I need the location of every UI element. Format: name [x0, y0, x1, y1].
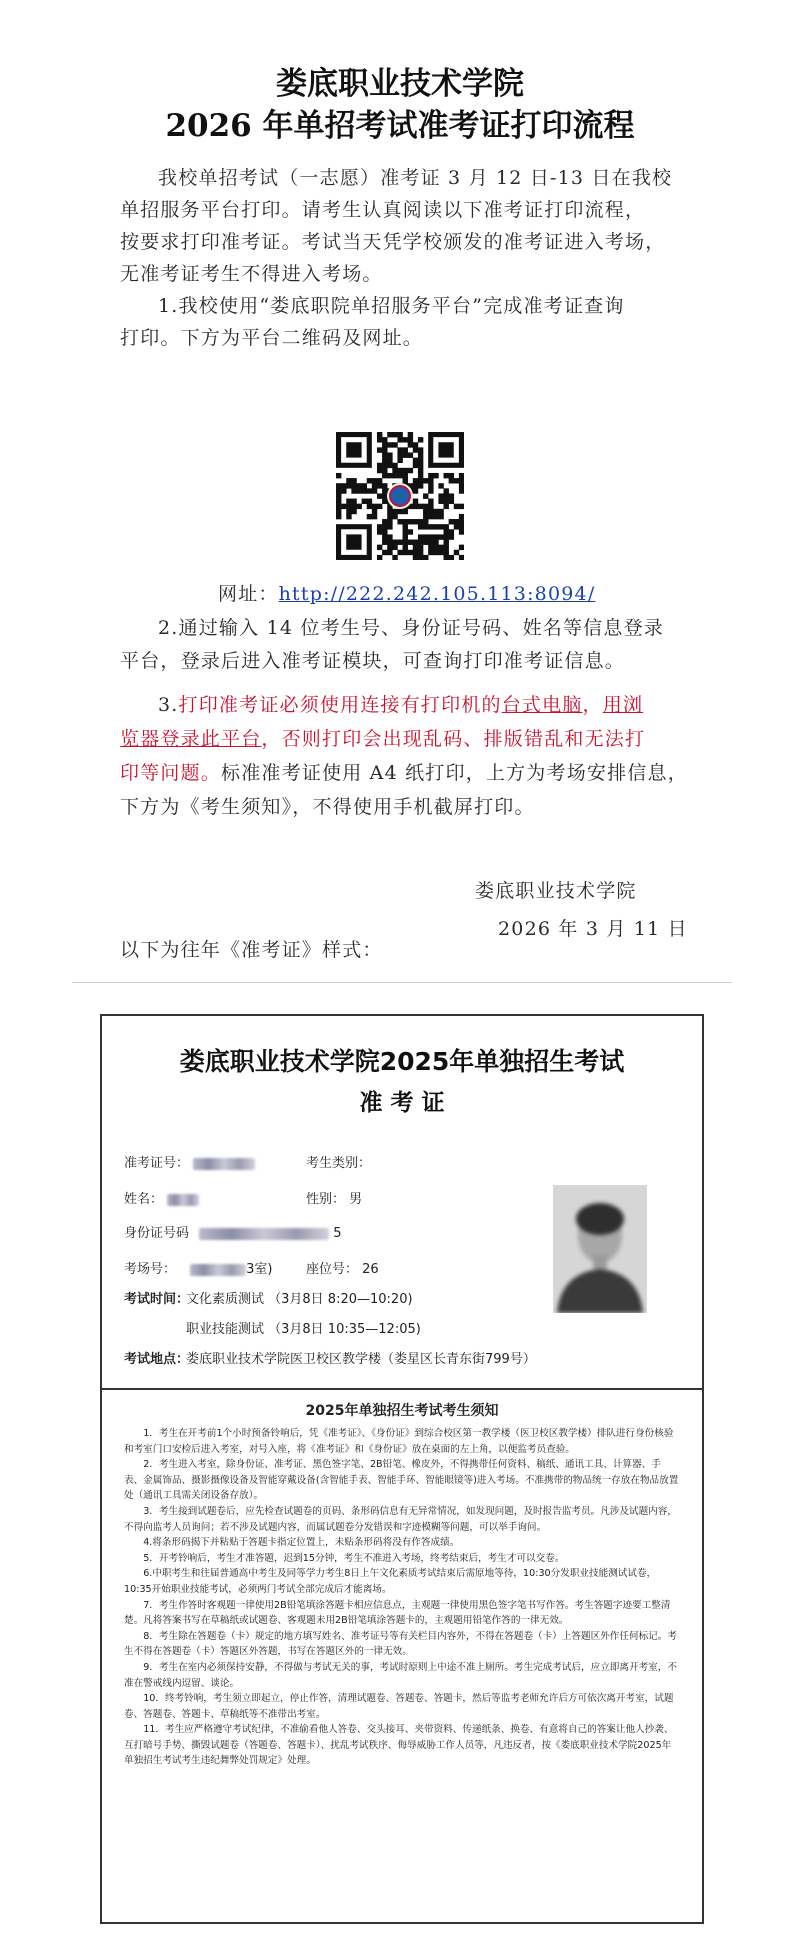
time-skills: 职业技能测试 （3月8日 10:35—12:05): [186, 1322, 421, 1337]
redacted-id-number: [199, 1228, 329, 1240]
desktop-pc-emphasis: 台式电脑: [501, 694, 583, 716]
id-label: 身份证号码: [124, 1226, 190, 1241]
time-label: 考试时间：: [124, 1292, 190, 1307]
redacted-name: [167, 1194, 199, 1206]
ticket-title: 娄底职业技术学院2025年单独招生考试: [179, 1047, 625, 1076]
time-culture: 文化素质测试 （3月8日 8:20—10:20): [186, 1292, 413, 1307]
rule-item: 7．考生作答时客观题一律使用2B铅笔填涂答题卡相应信息点，主观题一律使用黑色签字笔书写作答。考生答题字迹要工整清楚。凡将答案书写在草稿纸或试题卷、客观题未用2B铅笔填涂答题卡的，主观题用铅笔作答的一律无效。: [124, 1599, 671, 1627]
url-label: 网址：: [218, 583, 279, 605]
category-label: 考生类别：: [306, 1156, 372, 1171]
intro-line: 我校单招考试（一志愿）准考证 3 月 12 日-13 日在我校: [158, 167, 673, 189]
step3-warning-end: 印等问题。: [120, 762, 222, 784]
browser-emphasis-cont: 览器登录此平台: [120, 728, 262, 750]
exam-no-label: 准考证号：: [124, 1156, 190, 1171]
step3-warning-cont: ，否则打印会出现乱码、排版错乱和无法打: [261, 728, 646, 750]
rule-item: 2．考生进入考室，除身份证、准考证、黑色签字笔、2B铅笔、橡皮外，不得携带任何资料、稿纸、通讯工具、计算器、手表、金属饰品、摄影摄像设备及智能穿戴设备(含智能手表、智能手环、智能眼镜等)进入考场。不准携带的物品统一存放在物品放置处（通讯工具需关闭设备存放）。: [124, 1459, 679, 1502]
id-tail: 5: [333, 1226, 342, 1241]
rule-item: 6.中职考生和往届普通高中考生及同等学力考生8日上午文化素质考试结束后需原地等待，10:30分发职业技能测试试卷，10:35开始职业技能考试，必须两门考试全部完成后才能离场。: [124, 1568, 657, 1595]
platform-url-link[interactable]: http://222.242.105.113:8094/: [278, 583, 596, 605]
place-label: 考试地点：: [124, 1352, 190, 1367]
platform-qr-code[interactable]: [336, 432, 464, 560]
step3-line1: [158, 690, 643, 717]
seat-value: 26: [362, 1262, 379, 1277]
ticket-divider: [102, 1388, 702, 1390]
step3-warning: 打印准考证必须使用连接有打印机的: [178, 694, 502, 716]
rule-item: 1．考生在开考前1个小时预备铃响后，凭《准考证》、《身份证》到综合校区第一教学楼（医卫校区教学楼）排队进行身份核验和考室门口安检后进入考室，对号入座，将《准考证》和《身份证》放在桌面的左上角，以便监考员查验。: [124, 1428, 674, 1455]
section-divider: [72, 982, 732, 983]
rule-item: 8．考生除在答题卷（卡）规定的地方填写姓名、准考证号等有关栏目内容外，不得在答题卷（卡）上答题区外作任何标记。考生不得在答题卷（卡）答题区外答题，书写在答题区外的一律无效。: [124, 1630, 677, 1658]
step3-line4: 下方为《考生须知》，不得使用手机截屏打印。: [120, 796, 535, 818]
rule-item: 5．开考铃响后，考生才准答题，迟到15分钟，考生不准进入考场，终考结束后，考生才可以交卷。: [143, 1552, 565, 1564]
ticket-subtitle: 准 考 证: [359, 1090, 445, 1116]
step3-comma: ，: [582, 694, 603, 716]
step3-line2: [120, 724, 645, 751]
step3-a4-note: 标准准考证使用 A4 纸打印，上方为考场安排信息，: [221, 762, 688, 784]
redacted-room: [190, 1264, 246, 1276]
intro-line: 无准考证考生不得进入考场。: [120, 263, 383, 285]
step1-line: 打印。下方为平台二维码及网址。: [120, 327, 424, 349]
redacted-exam-no: [193, 1158, 255, 1170]
step2-line: 2.通过输入 14 位考生号、身份证号码、姓名等信息登录: [158, 617, 664, 639]
step3-line3: [120, 758, 688, 785]
sample-caption: 以下为往年《准考证》样式：: [120, 939, 383, 961]
browser-emphasis: 用浏: [602, 694, 644, 716]
candidate-photo: [553, 1185, 647, 1313]
rule-item: 3．考生接到试题卷后，应先检查试题卷的页码、条形码信息有无异常情况，如发现问题，及时报告监考员。凡涉及试题内容，不得向监考人员询问；若不涉及试题内容，而属试题卷分发错误和字迹模糊等问题，可以举手询问。: [124, 1505, 677, 1533]
admission-ticket-sample: [100, 1014, 704, 1924]
rule-item: 9．考生在室内必须保持安静，不得做与考试无关的事，考试时原则上中途不准上厕所。考生完成考试后，应立即离开考室，不准在警戒线内逗留、谈论。: [124, 1661, 677, 1689]
seat-label: 座位号：: [306, 1262, 359, 1277]
signature-date: 2026 年 3 月 11 日: [498, 918, 688, 940]
rules-title: 2025年单独招生考试考生须知: [305, 1403, 499, 1419]
room-tail: 3室): [246, 1262, 273, 1277]
gender-label: 性别：: [306, 1192, 346, 1207]
page-title-line2: 2026 年单招考试准考证打印流程: [165, 108, 635, 144]
rules-list: [124, 1426, 680, 1769]
gender-value: 男: [349, 1192, 363, 1207]
name-label: 姓名：: [124, 1192, 164, 1207]
page-title-line1: 娄底职业技术学院: [276, 66, 524, 102]
room-label: 考场号：: [124, 1262, 177, 1277]
rule-item: 10．终考铃响，考生须立即起立，停止作答，清理试题卷、答题卷、答题卡，然后等监考老师允许后方可依次离开考室，试题卷、答题卷、答题卡、草稿纸等不准带出考室。: [124, 1693, 674, 1720]
signature-org: 娄底职业技术学院: [475, 880, 637, 902]
step3-number: 3.: [158, 694, 179, 716]
intro-line: 按要求打印准考证。考试当天凭学校颁发的准考证进入考场，: [120, 231, 666, 253]
intro-line: 单招服务平台打印。请考生认真阅读以下准考证打印流程，: [120, 199, 646, 221]
rule-item: 11．考生应严格遵守考试纪律，不准偷看他人答卷、交头接耳、夹带资料、传递纸条、换卷、有意将自己的答案让他人抄袭、互打暗号手势、撕毁试题卷（答题卷、答题卡）、扰乱考试秩序、侮辱威胁工作人员等，凡违反者，按《娄底职业技术学院2025年单独招生考试考生违纪舞弊处罚规定》处理。: [124, 1724, 674, 1767]
step1-line: 1.我校使用“娄底职院单招服务平台”完成准考证查询: [158, 295, 625, 317]
qr-code-image: [336, 432, 464, 560]
step2-line: 平台，登录后进入准考证模块，可查询打印准考证信息。: [120, 650, 626, 672]
rule-item: 4.将条形码揭下并粘贴于答题卡指定位置上，未贴条形码将没有作答成绩。: [143, 1537, 460, 1549]
place-value: 娄底职业技术学院医卫校区教学楼（娄星区长青东街799号）: [186, 1352, 536, 1367]
